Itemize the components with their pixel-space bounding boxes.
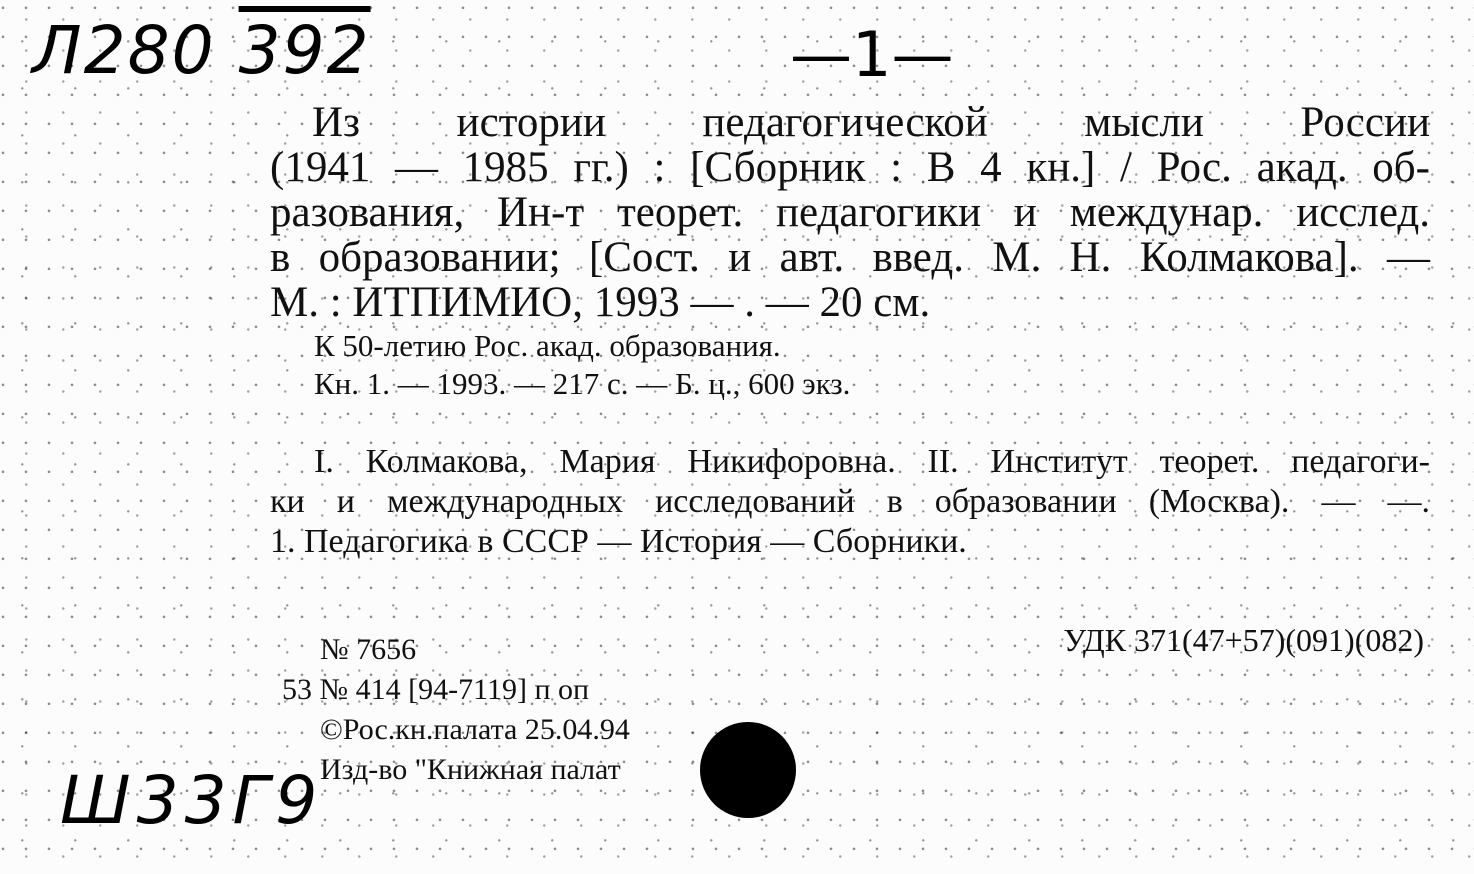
main-entry-line: в образовании; [Сост. и авт. введ. М. Н. Колмакова]. — <box>270 234 1430 281</box>
catalog-info <box>282 630 630 790</box>
tracings <box>270 442 1430 562</box>
page-mark: —1— <box>790 18 954 91</box>
notes <box>314 327 850 403</box>
card-number: № 7656 <box>320 633 417 666</box>
udc-code: УДК 371(47+57)(091)(082) <box>1063 622 1424 658</box>
order-line: 53 № 414 [94-7119] п оп <box>282 673 590 706</box>
note-volume: Кн. 1. — 1993. — 217 с. — Б. ц., 600 экз. <box>314 366 851 401</box>
tracing-line: I. Колмакова, Мария Никифоровна. II. Институт теорет. педагоги- <box>314 443 1430 480</box>
shelf-mark-main: Л280 <box>32 12 216 89</box>
main-entry <box>270 100 1430 325</box>
publisher-line: Изд-во "Книжная палат <box>320 753 621 786</box>
note-anniversary: К 50-летию Рос. акад. образования. <box>314 328 781 363</box>
handwritten-code: Ш33Г9 <box>60 762 324 839</box>
handwritten-shelf-mark <box>32 12 371 89</box>
tracing-line: ки и международных исследований в образовании (Москва). — —. <box>270 483 1430 520</box>
tracing-line: 1. Педагогика в СССР — История — Сборники. <box>270 523 967 560</box>
punch-hole <box>700 722 796 818</box>
copyright-line: ©Рос.кн.палата 25.04.94 <box>320 713 630 746</box>
main-entry-line: Из истории педагогической мысли России <box>312 99 1430 146</box>
main-entry-line: (1941 — 1985 гг.) : [Сборник : В 4 кн.] / Рос. акад. об- <box>270 144 1430 191</box>
shelf-mark-sup: 392 <box>238 12 371 89</box>
main-entry-line: разования, Ин-т теорет. педагогики и междунар. исслед. <box>270 189 1430 236</box>
main-entry-line: М. : ИТПИМИО, 1993 — . — 20 см. <box>270 279 931 326</box>
